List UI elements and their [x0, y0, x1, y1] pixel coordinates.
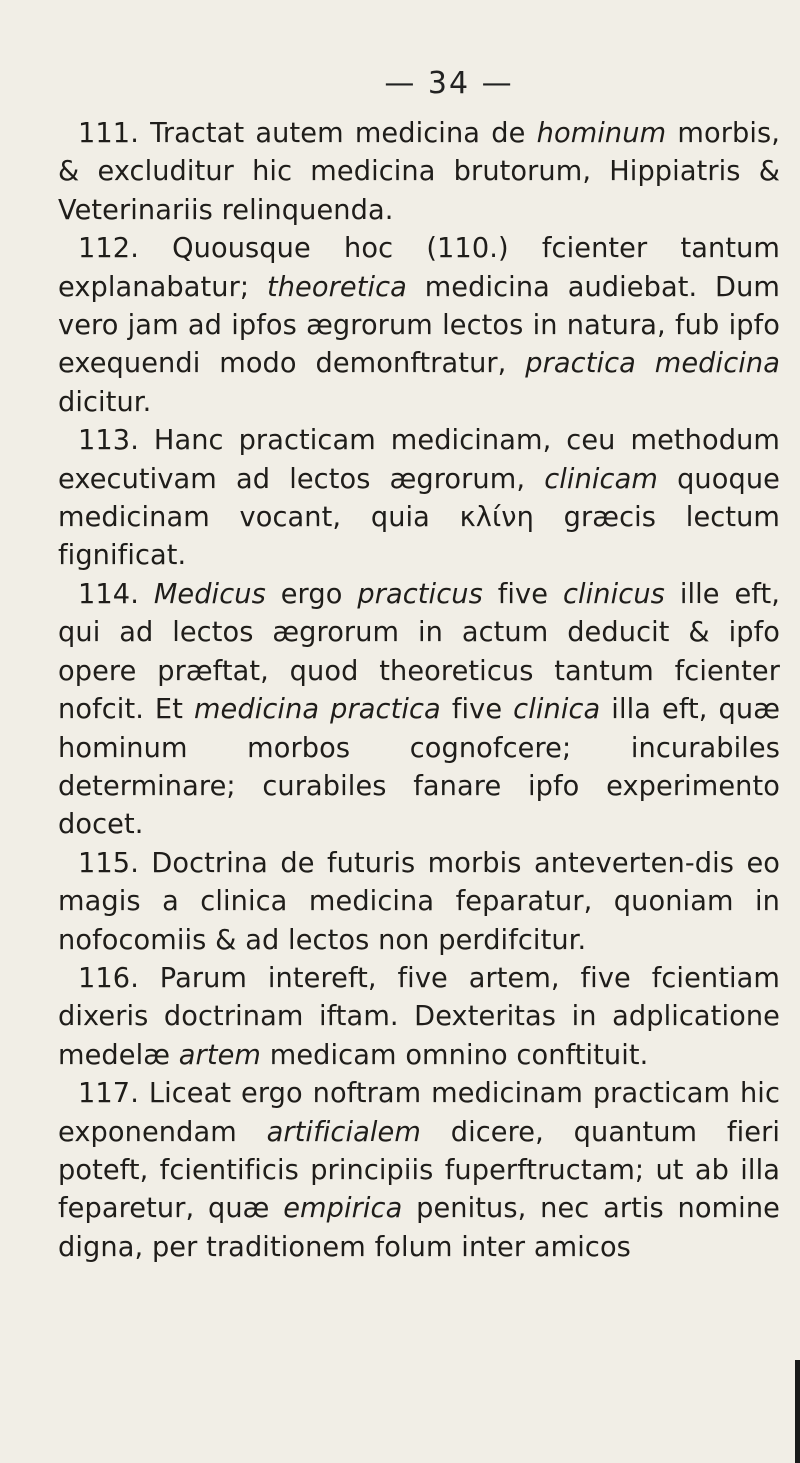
- italic-term: empirica: [283, 1193, 403, 1225]
- text-run: 112. Quousque hoc (110.) fcienter tantum explanabatur;: [58, 233, 780, 303]
- text-run: 116. Parum intereft, five artem, five fcientiam dixeris doctrinam iftam. Dexteritas in adplicatione medelæ: [58, 962, 780, 1071]
- text-run: 111. Tractat autem medicina de: [78, 118, 537, 149]
- italic-term: theoretica: [266, 271, 407, 303]
- text-run: dicitur.: [58, 386, 152, 418]
- paragraph-114: [58, 576, 780, 845]
- paragraph-117: [58, 1075, 780, 1267]
- paragraph-115: [58, 845, 780, 960]
- text-run: ille eft, qui ad lectos ægrorum in actum deducit & ipfo opere præftat, quod theoreticus tantum fcienter nofcit. Et: [58, 578, 780, 726]
- italic-term: clinicam: [544, 463, 658, 495]
- italic-term: hominum: [536, 118, 667, 149]
- text-run: quoque medicinam vocant, quia κλίνη græcis lectum fignificat.: [58, 463, 781, 572]
- text-run: medicina audiebat. Dum vero jam ad ipfos ægrorum lectos in natura, fub ipfo exequendi modo demonftratur,: [58, 271, 780, 380]
- text-run: 115. Doctrina de futuris morbis anteverten-dis eo magis a clinica medicina feparatur, quoniam in nofocomiis & ad lectos non perdifcitur.: [58, 847, 780, 956]
- italic-term: practicus: [357, 578, 483, 610]
- text-run: illa eft, quæ hominum morbos cognofcere; incurabiles determinare; curabiles fanare ipfo experimento docet.: [58, 694, 780, 841]
- text-run: medicam omnino conftituit.: [261, 1039, 649, 1071]
- text-run: dicere, quantum fieri poteft, fcientificis principiis fuperftructam; ut ab illa feparetur, quæ: [58, 1116, 781, 1225]
- text-run: penitus, nec artis nomine digna, per traditionem folum inter amicos: [58, 1193, 780, 1263]
- page-edge-shadow: [795, 1360, 800, 1463]
- text-run: five: [440, 694, 514, 726]
- italic-term: clinica: [513, 694, 601, 726]
- text-run: 114.: [78, 578, 154, 610]
- paragraph-112: [58, 230, 780, 422]
- italic-term: clinicus: [562, 578, 665, 610]
- text-run: five: [482, 578, 563, 610]
- italic-term: artem: [178, 1039, 262, 1071]
- paragraph-113: [58, 422, 780, 576]
- text-run: 113. Hanc practicam medicinam, ceu methodum executivam ad lectos ægrorum,: [58, 425, 780, 495]
- italic-term: artificialem: [266, 1116, 421, 1148]
- text-body: [58, 115, 780, 1267]
- italic-term: medicina practica: [193, 694, 441, 726]
- italic-term: Medicus: [153, 578, 266, 610]
- page-number: — 34 —: [384, 66, 514, 101]
- text-run: morbis, & excluditur hic medicina brutorum, Hippiatris & Veterinariis relinquenda.: [58, 118, 780, 226]
- text-run: 117. Liceat ergo noftram medicinam practicam hic exponendam: [58, 1078, 780, 1148]
- paragraph-116: [58, 960, 780, 1075]
- paragraph-111: [58, 115, 780, 230]
- italic-term: practica medicina: [525, 348, 780, 380]
- text-run: ergo: [265, 578, 358, 610]
